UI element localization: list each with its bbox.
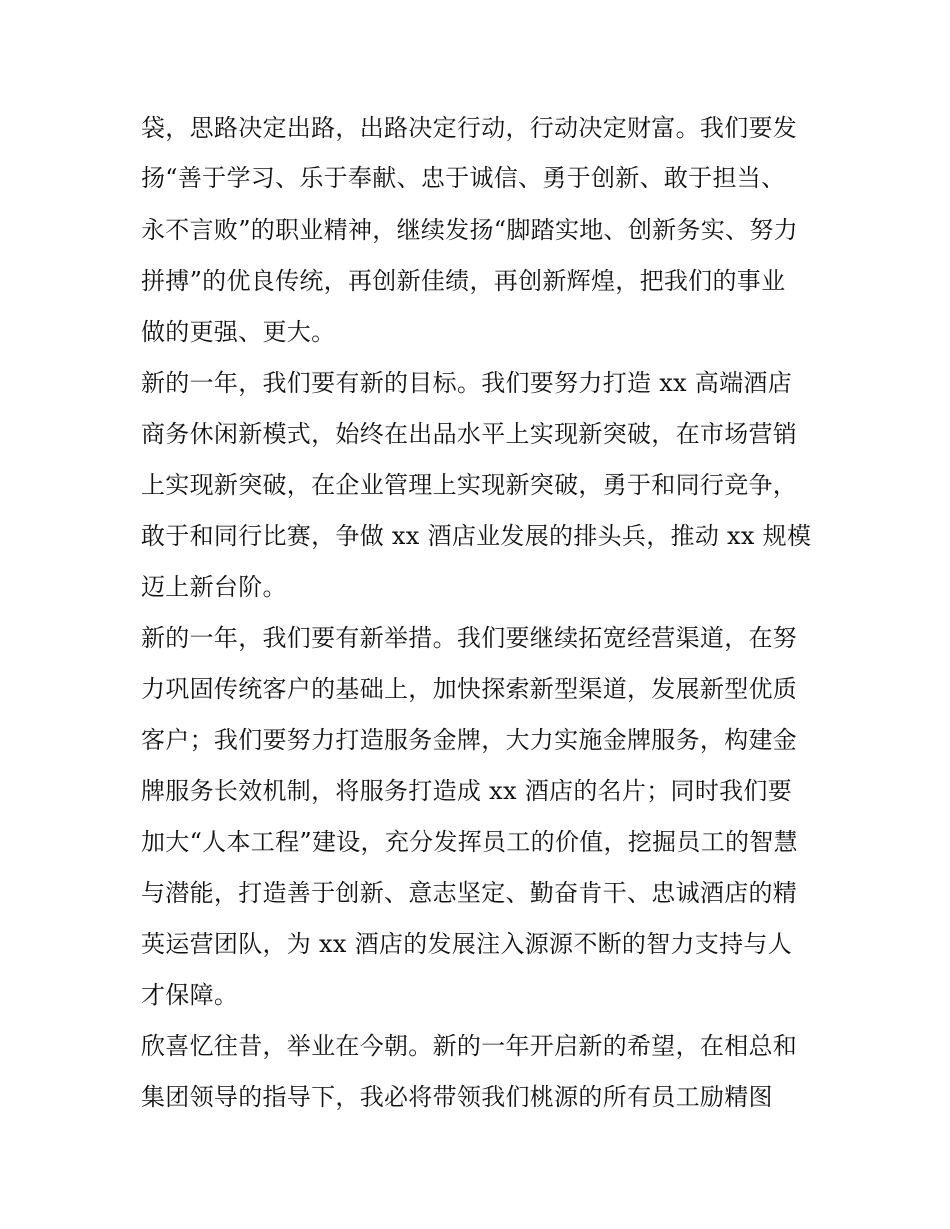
text-line: 英运营团队，为 xx 酒店的发展注入源源不断的智力支持与人 (141, 930, 793, 958)
text-line: 商务休闲新模式，始终在出品水平上实现新突破，在市场营销 (141, 420, 798, 448)
text-line: 才保障。 (141, 981, 239, 1009)
text-line: 集团领导的指导下，我必将带领我们桃源的所有员工励精图 (141, 1083, 773, 1111)
text-line: 与潜能，打造善于创新、意志坚定、勤奋肯干、忠诚酒店的精 (141, 879, 798, 907)
text-line: 牌服务长效机制，将服务打造成 xx 酒店的名片；同时我们要 (141, 777, 793, 805)
text-line: 力巩固传统客户的基础上，加快探索新型渠道，发展新型优质 (141, 675, 798, 703)
text-line: 新的一年，我们要有新举措。我们要继续拓宽经营渠道，在努 (141, 624, 798, 652)
text-line: 新的一年，我们要有新的目标。我们要努力打造 xx 高端酒店 (141, 369, 793, 397)
text-line: 加大“人本工程”建设，充分发挥员工的价值，挖掘员工的智慧 (141, 828, 798, 856)
text-line: 欣喜忆往昔，举业在今朝。新的一年开启新的希望，在相总和 (141, 1032, 798, 1060)
text-line: 袋，思路决定出路，出路决定行动，行动决定财富。我们要发 (141, 114, 798, 142)
text-line: 做的更强、更大。 (141, 318, 336, 346)
text-line: 永不言败”的职业精神，继续发扬“脚踏实地、创新务实、努力 (141, 216, 798, 244)
text-line: 敢于和同行比赛，争做 xx 酒店业发展的排头兵，推动 xx 规模 (141, 522, 812, 550)
text-line: 上实现新突破，在企业管理上实现新突破，勇于和同行竞争， (141, 471, 798, 499)
text-line: 拼搏”的优良传统，再创新佳绩，再创新辉煌，把我们的事业 (141, 267, 786, 295)
text-line: 客户；我们要努力打造服务金牌，大力实施金牌服务，构建金 (141, 726, 798, 754)
text-line: 迈上新台阶。 (141, 573, 287, 601)
text-line: 扬“善于学习、乐于奉献、忠于诚信、勇于创新、敢于担当、 (141, 164, 786, 192)
